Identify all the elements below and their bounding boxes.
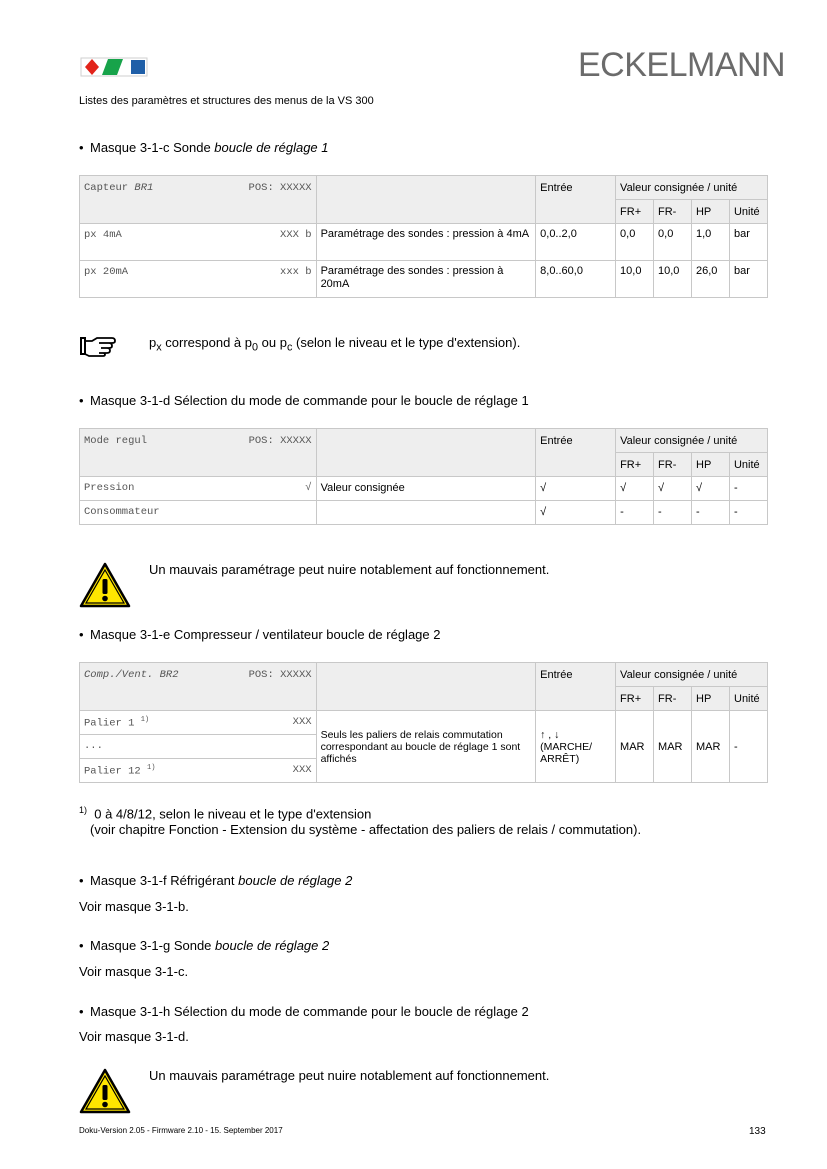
table-mask-header: Mode regul POS: XXXXX — [80, 429, 317, 477]
eckelmann-logo-icon — [79, 56, 149, 78]
parameter-table-sensor — [79, 175, 768, 298]
table-row: px 20mA xxx b Paramétrage des sondes : pression à 20mA 8,0..60,0 10,0 10,0 26,0 bar — [80, 261, 768, 298]
table-mask-header: Comp./Vent. BR2 POS: XXXXX — [80, 663, 317, 711]
page-number: 133 — [749, 1126, 766, 1137]
table-row: Consommateur √ - - - - — [80, 501, 768, 525]
pointing-hand-icon — [79, 335, 121, 357]
table-row: Palier 12 $^{1)}$ XXX — [80, 759, 768, 783]
header-fr-plus: FR+ — [616, 453, 654, 477]
header-unite: Unité — [729, 453, 767, 477]
footer-text: Doku-Version 2.05 - Firmware 2.10 - 15. September 2017 — [79, 1126, 283, 1135]
footnote: $^{1)}$ 0 à 4/8/12, selon le niveau et le type d'extension (voir chapitre Fonction - Extension du système - affectation des paliers de relais / commutation). — [79, 805, 642, 838]
note-text: $p_x$ correspond à $p_0$ ou $p_c$ (selon le niveau et le type d'extension). — [149, 335, 521, 354]
header-fr-minus: FR- — [654, 453, 692, 477]
header-hp: HP — [691, 200, 729, 224]
section-text: Voir masque 3-1-d. — [79, 1029, 189, 1044]
table-mask-header: Capteur BR1 POS: XXXXX — [80, 176, 317, 224]
header-unite: Unité — [730, 687, 768, 711]
header-fr-plus: FR+ — [616, 200, 654, 224]
section-text: Voir masque 3-1-c. — [79, 964, 189, 979]
section-heading: • Masque 3-1-c Sonde boucle de réglage 1 — [79, 140, 329, 155]
section-heading: • Masque 3-1-g Sonde boucle de réglage 2 — [79, 938, 330, 953]
document-title: Listes des paramètres et structures des menus de la VS 300 — [79, 95, 374, 107]
warning-text: Un mauvais paramétrage peut nuire notablement auf fonctionnement. — [149, 1068, 550, 1083]
section-heading: • Masque 3-1-f Réfrigérant boucle de réglage 2 — [79, 873, 353, 888]
section-text: Voir masque 3-1-b. — [79, 899, 189, 914]
header-entree: Entrée — [536, 176, 616, 224]
section-heading: • Masque 3-1-h Sélection du mode de commande pour le boucle de réglage 2 — [79, 1004, 529, 1019]
warning-icon — [79, 562, 131, 608]
table-row: ... — [80, 735, 768, 759]
warning-icon — [79, 1068, 131, 1114]
header-fr-minus: FR- — [654, 687, 692, 711]
header-valeur: Valeur consignée / unité — [616, 176, 768, 200]
section-heading: • Masque 3-1-d Sélection du mode de commande pour le boucle de réglage 1 — [79, 393, 529, 408]
header-entree: Entrée — [536, 429, 616, 477]
table-row: Pression √ Valeur consignée √ √ √ √ - — [80, 477, 768, 501]
section-heading: • Masque 3-1-e Compresseur / ventilateur boucle de réglage 2 — [79, 627, 441, 642]
header-hp: HP — [692, 687, 730, 711]
header-unite: Unité — [729, 200, 767, 224]
header-fr-plus: FR+ — [616, 687, 654, 711]
brand-name: ECKELMANN — [578, 46, 786, 84]
parameter-table-compressor — [79, 662, 768, 783]
header-entree: Entrée — [536, 663, 616, 711]
table-row: px 4mA XXX b Paramétrage des sondes : pression à 4mA 0,0..2,0 0,0 0,0 1,0 bar — [80, 224, 768, 261]
header-hp: HP — [692, 453, 730, 477]
warning-text: Un mauvais paramétrage peut nuire notablement auf fonctionnement. — [149, 562, 550, 577]
header-valeur: Valeur consignée / unité — [616, 663, 768, 687]
table-row: Palier 1 $^{1)}$ XXX Seuls les paliers de relais commutation correspondant au boucle de réglage 1 sont affichés ↑ , ↓ (MARCHE/ ARRÊT) MAR MAR MAR - — [80, 711, 768, 735]
header-valeur: Valeur consignée / unité — [616, 429, 768, 453]
parameter-table-mode — [79, 428, 768, 525]
header-fr-minus: FR- — [654, 200, 692, 224]
